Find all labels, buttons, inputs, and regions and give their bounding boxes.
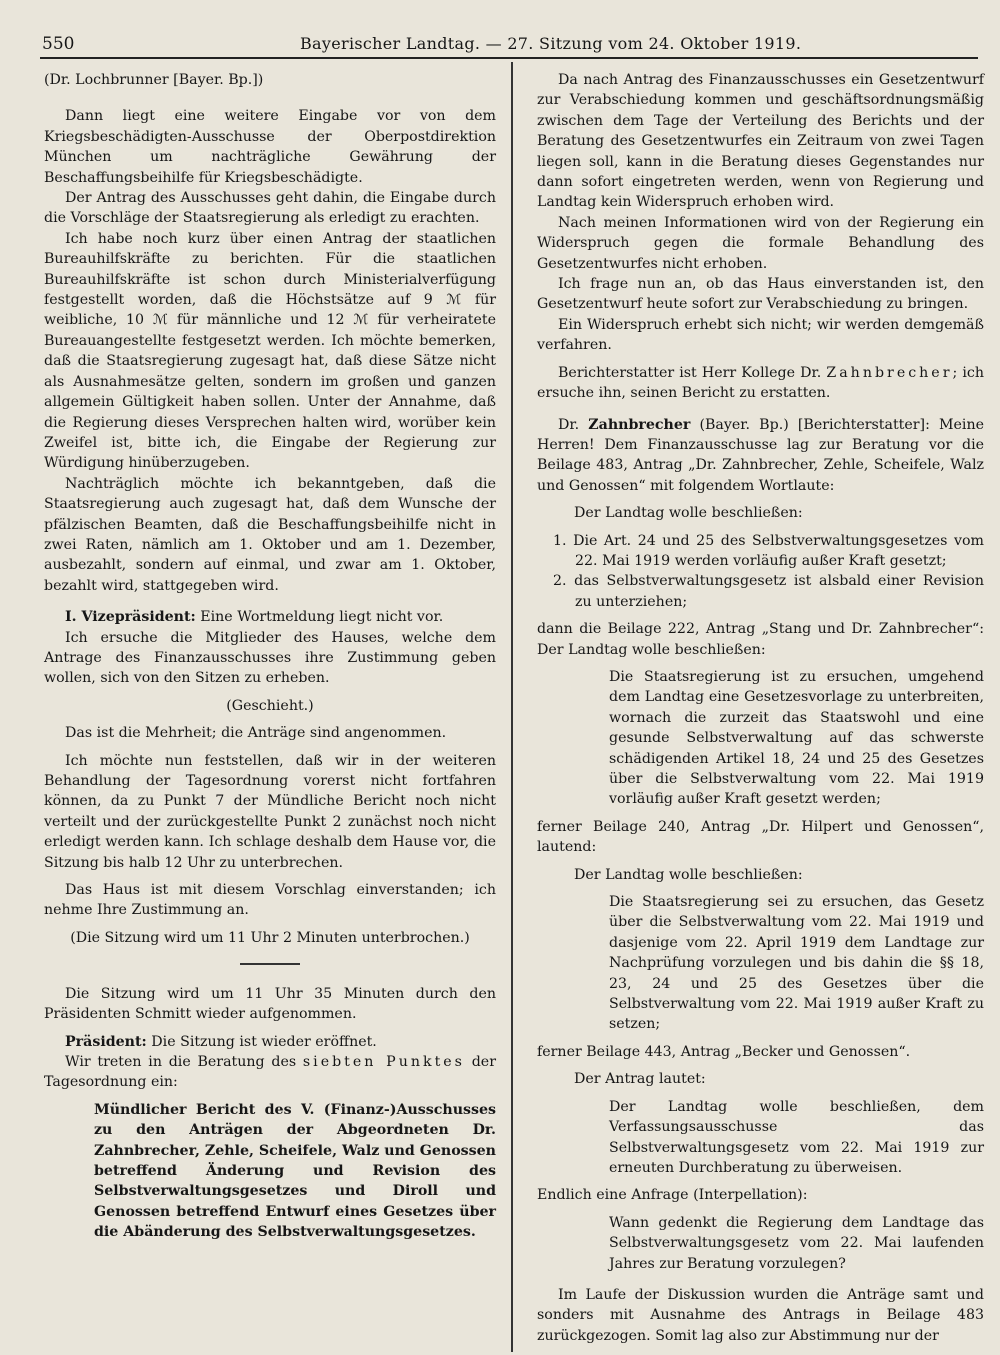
paragraph: Endlich eine Anfrage (Interpellation): bbox=[537, 1187, 808, 1204]
quoted-motion: Die Staatsregierung sei zu ersuchen, das Gesetz über die Selbstverwaltung vom 22. Mai 1919 und dasjenige vom 22. April 1919 dem Landtage zur Nachprüfung vorzulegen und bis dahin die §§ 18, 23, 24 und 25 des Gesetzes über die Selbstverwaltung vom 22. Mai 1919 außer Kraft zu setzen; bbox=[609, 894, 984, 1033]
header-rule bbox=[40, 57, 978, 59]
paragraph: Nach meinen Informationen wird von der Regierung ein Widerspruch gegen die formale Behandlung des Gesetzentwurfes nicht erhoben. bbox=[537, 214, 984, 272]
quoted-motion: Der Landtag wolle beschließen, dem Verfassungsausschusse das Selbstverwaltungsgesetz vom 22. Mai 1919 zur erneuten Durchberatung zu überweisen. bbox=[609, 1098, 984, 1176]
quoted-line: Der Landtag wolle beschließen: bbox=[574, 866, 803, 883]
paragraph: Ich ersuche die Mitglieder des Hauses, welche dem Antrage des Finanzausschusses ihre Zustimmung geben wollen, sich von den Sitzen zu erheben. bbox=[44, 629, 496, 687]
paragraph: Ich frage nun an, ob das Haus einverstanden ist, den Gesetzentwurf heute sofort zur Verabschiedung zu bringen. bbox=[537, 276, 984, 313]
paragraph: Ich möchte nun feststellen, daß wir in der weiteren Behandlung der Tagesordnung vorerst nicht fortfahren können, da zu Punkt 7 der Mündliche Bericht noch nicht verteilt und der zurückgestellte Punkt 2 zunächst noch nicht erledigt werden kann. Ich schlage deshalb dem Hause vor, die Sitzung bis halb 12 Uhr zu unterbrechen. bbox=[44, 752, 496, 871]
stage-direction: (Geschieht.) bbox=[226, 697, 314, 714]
speaker-continuation: (Dr. Lochbrunner [Bayer. Bp.]) bbox=[44, 72, 264, 88]
paragraph: ferner Beilage 443, Antrag „Becker und Genossen“. bbox=[537, 1043, 911, 1060]
speaker-paragraph: Dr. Zahnbrecher (Bayer. Bp.) [Berichterstatter]: Meine Herren! Dem Finanzausschusse lag zur Beratung vor die Beilage 483, Antrag „Dr. Zahnbrecher, Zehle, Scheifele, Walz und Genossen“ mit folgendem Wortlaute: bbox=[537, 416, 985, 494]
paragraph: dann die Beilage 222, Antrag „Stang und Dr. Zahnbrecher“: Der Landtag wolle beschließen: bbox=[537, 621, 984, 658]
paragraph: Der Antrag des Ausschusses geht dahin, die Eingabe durch die Vorschläge der Staatsregierung als erledigt zu erachten. bbox=[44, 190, 496, 227]
emphasis: siebten Punktes bbox=[302, 1053, 465, 1070]
motion-item: 1. Die Art. 24 und 25 des Selbstverwaltungsgesetzes vom 22. Mai 1919 werden vorläufig außer Kraft gesetzt; bbox=[553, 532, 984, 569]
paragraph: Im Laufe der Diskussion wurden die Anträge samt und sonders mit Ausnahme des Antrags in Beilage 483 zurückgezogen. Somit lag also zur Abstimmung nur der bbox=[537, 1286, 984, 1344]
page-number: 550 bbox=[42, 34, 75, 54]
paragraph: Ein Widerspruch erhebt sich nicht; wir werden demgemäß verfahren. bbox=[537, 316, 984, 354]
column-divider bbox=[511, 62, 513, 1352]
paragraph: Wir treten in die Beratung des siebten Punktes der Tagesordnung ein: bbox=[44, 1053, 496, 1091]
left-column bbox=[44, 70, 496, 1243]
speech-text: Eine Wortmeldung liegt nicht vor. bbox=[195, 609, 444, 626]
paragraph: ferner Beilage 240, Antrag „Dr. Hilpert und Genossen“, lautend: bbox=[537, 818, 984, 856]
paragraph: Dann liegt eine weitere Eingabe vor von dem Kriegsbeschädigten-Ausschusse der Oberpostdirektion München um nachträgliche Gewährung der Beschaffungsbeihilfe für Kriegsbeschädigte. bbox=[44, 108, 496, 186]
quoted-line: Der Landtag wolle beschließen: bbox=[574, 505, 803, 522]
speaker-paragraph bbox=[44, 1032, 496, 1052]
motion-item: 2. das Selbstverwaltungsgesetz ist alsbald einer Revision zu unterziehen; bbox=[553, 573, 984, 610]
quoted-motion: Wann gedenkt die Regierung dem Landtage das Selbstverwaltungsgesetz vom 22. Mai laufenden Jahres zur Beratung vorzulegen? bbox=[609, 1214, 984, 1272]
agenda-item-title: Mündlicher Bericht des V. (Finanz-)Ausschusses zu den Anträgen der Abgeordneten Dr. Zahnbrecher, Zehle, Scheifele, Walz und Genossen betreffend Änderung und Revision des Selbstverwaltungsgesetzes und Diroll und Genossen betreffend Entwurf eines Gesetzes über die Abänderung des Selbstverwaltungsgesetzes. bbox=[94, 1101, 496, 1241]
section-rule bbox=[240, 963, 300, 965]
paragraph: Berichterstatter ist Herr Kollege Dr. Zahnbrecher; ich ersuche ihn, seinen Bericht zu erstatten. bbox=[537, 364, 984, 402]
right-column bbox=[537, 70, 984, 1346]
paragraph: Das ist die Mehrheit; die Anträge sind angenommen. bbox=[65, 725, 447, 742]
speech-text: Die Sitzung ist wieder eröffnet. bbox=[146, 1033, 377, 1050]
paragraph: Nachträglich möchte ich bekanntgeben, daß die Staatsregierung auch zugesagt hat, daß dem Wunsche der pfälzischen Beamten, daß die Beschaffungsbeihilfe nicht in zwei Raten, nämlich am 1. Oktober und am 1. Dezember, ausbezahlt, sondern auf einmal, und zwar am 1. Oktober, bezahlt wird, stattgegeben wird. bbox=[44, 475, 496, 594]
speaker-name: Präsident: bbox=[65, 1033, 147, 1050]
page-header bbox=[0, 0, 1000, 62]
paragraph: Da nach Antrag des Finanzausschusses ein Gesetzentwurf zur Verabschiedung kommen und geschäftsordnungsmäßig zwischen dem Tage der Verteilung des Berichts und der Beratung des Gesetzentwurfes ein Zeitraum von zwei Tagen liegen soll, kann in die Beratung dieses Gegenstandes nur dann sofort eingetreten werden, wenn von Regierung und Landtag kein Widerspruch erhoben wird. bbox=[537, 72, 984, 211]
quoted-line: Der Antrag lautet: bbox=[574, 1071, 706, 1088]
speaker-paragraph bbox=[44, 607, 496, 627]
quoted-motion: Die Staatsregierung ist zu ersuchen, umgehend dem Landtag eine Gesetzesvorlage zu unterbreiten, wornach die zurzeit das Staatswohl und eine gesunde Selbstverwaltung auf das schwerste schädigenden Artikel 18, 24 und 25 des Gesetzes über die Selbstverwaltung vom 22. Mai 1919 vorläufig außer Kraft gesetzt werden; bbox=[609, 668, 984, 808]
paragraph: Die Sitzung wird um 11 Uhr 35 Minuten durch den Präsidenten Schmitt wieder aufgenommen. bbox=[44, 985, 496, 1023]
speaker-name: I. Vizepräsident: bbox=[65, 609, 196, 626]
running-head: Bayerischer Landtag. — 27. Sitzung vom 24. Oktober 1919. bbox=[300, 34, 802, 53]
emphasis: Zahnbrecher bbox=[826, 364, 953, 381]
stage-direction: (Die Sitzung wird um 11 Uhr 2 Minuten unterbrochen.) bbox=[70, 929, 470, 946]
speaker-name: Zahnbrecher bbox=[588, 416, 691, 433]
paragraph: Das Haus ist mit diesem Vorschlag einverstanden; ich nehme Ihre Zustimmung an. bbox=[44, 882, 496, 919]
paragraph: Ich habe noch kurz über einen Antrag der staatlichen Bureauhilfskräfte zu berichten. Für die staatlichen Bureauhilfskräfte ist schon durch Ministerialverfügung festgestellt worden, daß die Höchstsätze auf 9 ℳ für weibliche, 10 ℳ für männliche und 12 ℳ für verheiratete Bureauangestellte festgesetzt werden. Ich möchte bemerken, daß die Staatsregierung zugesagt hat, daß diese Sätze nicht als Ausnahmesätze gelten, sondern im großen und ganzen allgemein Gültigkeit haben sollen. Unter der Annahme, daß die Regierung dieses Versprechen halten wird, worüber kein Zweifel ist, bitte ich, die Eingabe der Regierung zur Würdigung hinüberzugeben. bbox=[44, 230, 496, 472]
